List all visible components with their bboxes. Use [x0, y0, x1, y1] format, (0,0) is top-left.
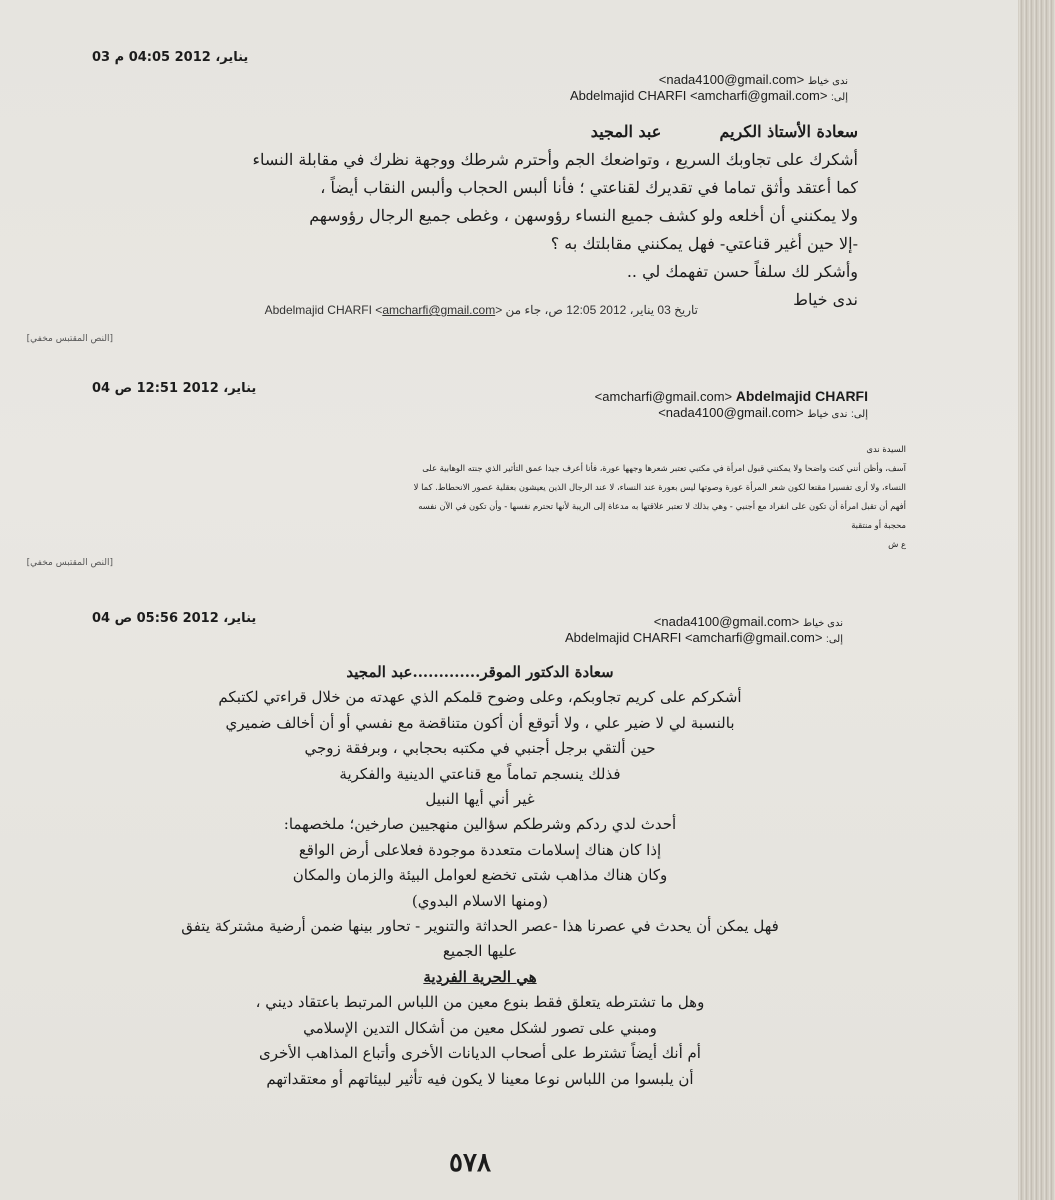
email-body — [120, 660, 840, 1092]
sender-name: Abdelmajid CHARFI — [735, 388, 868, 404]
salutation: سعادة الدكتور الموقر.............عبد المجيد — [346, 663, 614, 681]
signature: ندى خياط — [793, 290, 858, 309]
salutation-title: سعادة الأستاذ الكريم — [719, 122, 858, 141]
email-header — [565, 614, 843, 645]
recipient-line — [565, 630, 843, 645]
sender-email: <nada4100@gmail.com> — [658, 72, 805, 87]
body-line: آسف، وأظن أنني كنت واضحا ولا يمكنني قبول امرأة في مكتبي تعتبر شعرها وجهها عورة، فأنا أعرف جيدا عمق التأثير الذي جنته الوهابية على — [422, 463, 906, 473]
body-line: -إلا حين أغير قناعتي- فهل يمكنني مقابلتك به ؟ — [550, 234, 858, 253]
sender-email: <nada4100@gmail.com> — [653, 614, 800, 629]
body-line: وهل ما تشترطه يتعلق فقط بنوع معين من اللباس المرتبط باعتقاد ديني ، — [255, 993, 705, 1012]
body-line: أشكرك على تجاوبك السريع ، وتواضعك الجم وأحترم شرطك ووجهة نظرك في مقابلة النساء — [252, 150, 858, 169]
body-line: ومبني على تصور لشكل معين من أشكال التدين الإسلامي — [303, 1018, 657, 1037]
recipient-email: <nada4100@gmail.com> — [658, 405, 804, 420]
body-line: بالنسبة لي لا ضير علي ، ولا أتوقع أن أكون متناقضة مع نفسي أو أن أخالف ضميري — [225, 713, 735, 732]
to-label: إلى: — [851, 409, 868, 420]
recipient-email: <amcharfi@gmail.com> — [684, 630, 823, 645]
to-label: إلى: — [826, 634, 843, 645]
email-date: 04 يناير، 2012 12:51 ص — [92, 381, 257, 396]
salutation — [58, 118, 858, 146]
signature: ع ش — [888, 539, 906, 549]
to-label: إلى: — [831, 92, 848, 103]
body-line: أشكركم على كريم تجاوبكم، وعلى وضوح قلمكم الذي عهدته من خلال قراءتي لكتبكم — [218, 688, 742, 707]
page-number: ٥٧٨ — [449, 1148, 491, 1178]
email-date: 04 يناير، 2012 05:56 ص — [92, 611, 257, 626]
sender-line — [570, 72, 848, 87]
reply-meta — [265, 303, 698, 317]
recipient-name: ندى خياط — [807, 409, 848, 420]
email-header — [595, 388, 868, 420]
body-line: وأشكر لك سلفاً حسن تفهمك لي .. — [626, 262, 858, 281]
meta-sender: Abdelmajid CHARFI <amcharfi@gmail.com> — [264, 303, 503, 317]
email-header — [570, 72, 848, 103]
meta-sender-email[interactable]: amcharfi@gmail.com — [382, 303, 496, 317]
body-line: (ومنها الاسلام البدوي) — [411, 891, 549, 910]
recipient-name: Abdelmajid CHARFI — [565, 630, 682, 645]
email-date: 03 يناير، 2012 04:05 م — [92, 50, 249, 65]
sender-email: <amcharfi@gmail.com> — [594, 389, 733, 404]
body-line: محجبة أو منتقبة — [851, 520, 906, 530]
book-page-edges — [1018, 0, 1055, 1200]
body-line: إذا كان هناك إسلامات متعددة موجودة فعلاعلى أرض الواقع — [298, 840, 662, 859]
body-line: فذلك ينسجم تماماً مع قناعتي الدينية والفكرية — [339, 764, 621, 783]
body-line: كما أعتقد وأثق تماما في تقديرك لقناعتي ؛ فأنا ألبس الحجاب وألبس النقاب أيضاً ، — [320, 178, 858, 197]
emphasis-line: هي الحرية الفردية — [423, 967, 537, 986]
sender-line — [595, 388, 868, 404]
body-line: السيدة ندى — [866, 444, 906, 454]
recipient-name: Abdelmajid CHARFI — [570, 88, 687, 103]
quoted-text-toggle[interactable]: [النص المقتبس مخفي] — [26, 334, 113, 344]
body-line: أم أنك أيضاً تشترط على أصحاب الديانات الأخرى وأتباع المذاهب الأخرى — [259, 1044, 701, 1063]
sender-line — [565, 614, 843, 629]
sender-name: ندى خياط — [802, 618, 843, 629]
recipient-line — [570, 88, 848, 103]
sender-name: ندى خياط — [807, 76, 848, 87]
recipient-line — [595, 405, 868, 420]
body-line: وكان هناك مذاهب شتى تخضع لعوامل البيئة والزمان والمكان — [292, 866, 668, 885]
recipient-email: <amcharfi@gmail.com> — [689, 88, 828, 103]
body-line: ولا يمكنني أن أخلعه ولو كشف جميع النساء رؤوسهن ، وغطى جميع الرجال رؤوسهم — [309, 206, 858, 225]
body-line: عليها الجميع — [442, 942, 518, 961]
body-line: أفهم أن تقبل امرأة أن تكون على انفراد مع أجنبي - وهي بذلك لا تعتبر علاقتها به مدعاة إلى الريبة لأنها تحترم نفسها - وأن تكون في الآن نفسه — [418, 501, 906, 511]
meta-sender-name: Abdelmajid CHARFI — [264, 303, 372, 317]
body-line: فهل يمكن أن يحدث في عصرنا هذا -عصر الحداثة والتنوير - تحاور بينها ضمن أرضية مشتركة يتفق — [181, 917, 779, 936]
body-line: غير أني أيها النبيل — [425, 790, 535, 809]
body-line: أن يلبسوا من اللباس نوعا معينا لا يكون فيه تأثير لبيئاتهم أو معتقداتهم — [266, 1069, 694, 1088]
salutation-name: عبد المجيد — [590, 122, 662, 141]
quoted-text-toggle[interactable]: [النص المقتبس مخفي] — [26, 558, 113, 568]
email-body — [58, 118, 858, 314]
body-line: أحدث لدي ردكم وشرطكم سؤالين منهجيين صارخين؛ ملخصهما: — [283, 815, 677, 834]
email-body — [106, 440, 906, 554]
body-line: النساء، ولا أرى تفسيرا مقنعا لكون شعر المرأة عورة وصوتها ليس بعورة عند النساء، لا عند الرجال الذين يعيشون بعقلية عصور الانحطاط. كما لا — [413, 482, 906, 492]
meta-date: تاريخ 03 يناير، 2012 12:05 ص، جاء من — [505, 303, 698, 317]
body-line: حين ألتقي برجل أجنبي في مكتبه بحجابي ، وبرفقة زوجي — [304, 739, 656, 758]
